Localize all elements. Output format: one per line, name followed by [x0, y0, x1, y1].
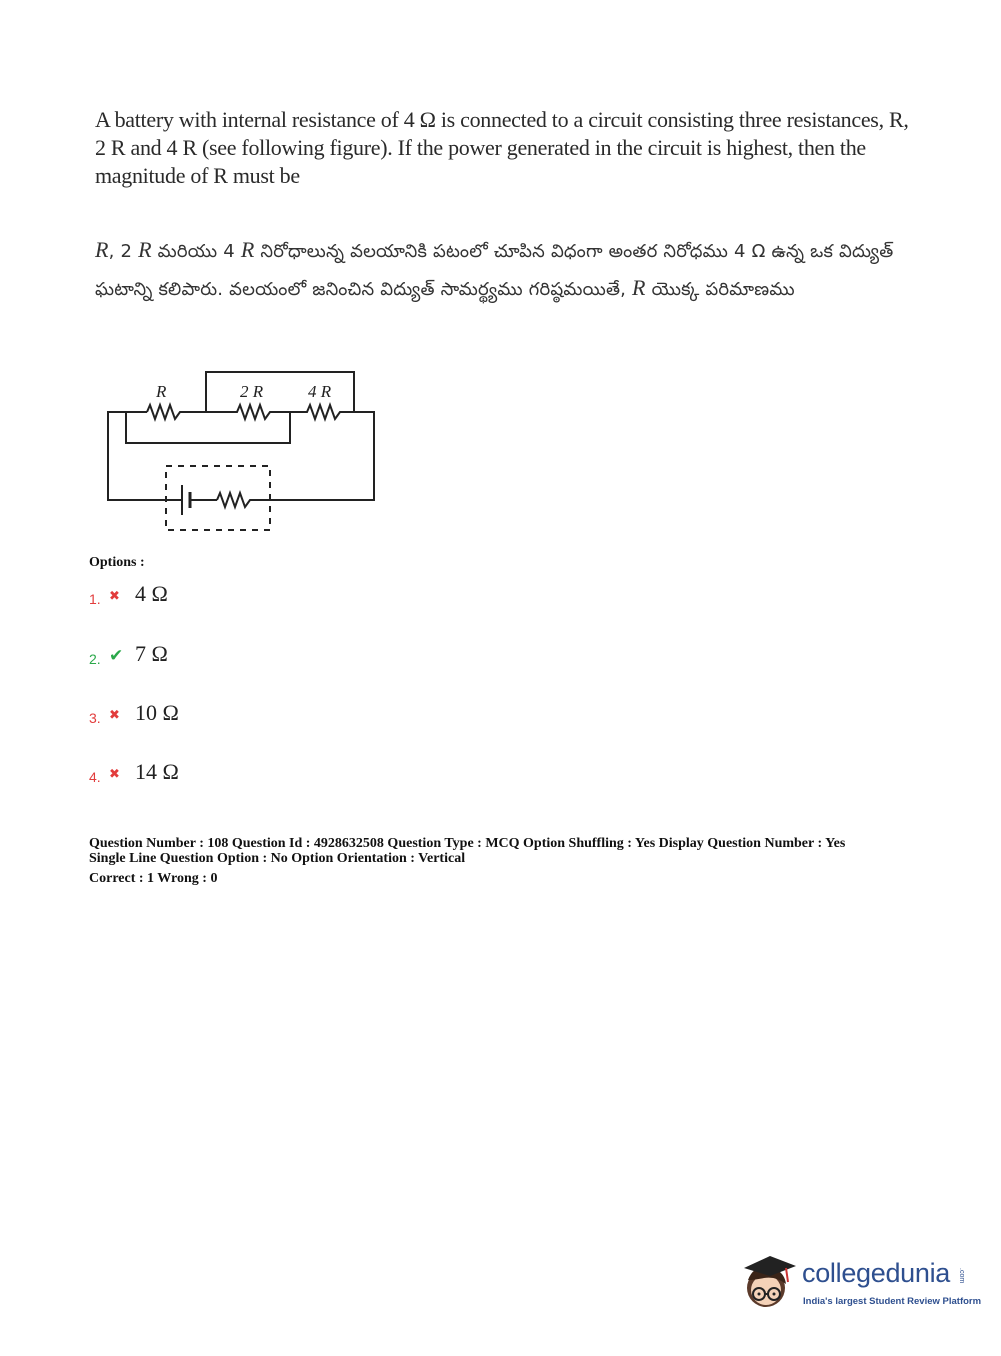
question-meta: [89, 836, 845, 886]
label-r: R: [156, 382, 167, 401]
meta-line-1: Question Number : 108 Question Id : 4928632508 Question Type : MCQ Option Shuffling : Yes Display Question Number : Yes: [89, 836, 846, 851]
option-number: 4.: [89, 769, 101, 785]
option-text: 7 Ω: [135, 641, 168, 666]
mascot-icon: [740, 1250, 800, 1314]
option-number: 1.: [89, 591, 101, 607]
var-r: R: [632, 275, 646, 300]
meta-line-3: Correct : 1 Wrong : 0: [89, 871, 218, 886]
label-2r: 2 R: [240, 382, 264, 401]
option-text: 14 Ω: [135, 759, 179, 784]
var-r: R: [240, 237, 255, 262]
logo-com: .com: [958, 1268, 965, 1284]
wrong-icon: ✖: [109, 589, 120, 604]
collegedunia-logo[interactable]: [740, 1250, 982, 1318]
question-text-english: A battery with internal resistance of 4 Ω is connected to a circuit consisting three resistances, R, 2 R and 4 R (see following figure). If the power generated in the circuit is highest, then the magnitude of R must be: [95, 107, 909, 188]
option-text: 4 Ω: [135, 581, 168, 606]
label-4r: 4 R: [308, 382, 332, 401]
logo-tagline: India's largest Student Review Platform: [803, 1296, 982, 1307]
var-r: R: [138, 237, 152, 262]
option-number: 3.: [89, 710, 101, 726]
telugu-part: నిరోధాలున్న వలయానికి పటంలో చూపిన విధంగా అంతర నిరోధము 4 Ω ఉన్న ఒక విద్యుత్ ఘటాన్ని కలిపారు. వలయంలో జనించిన విద్యుత్ సామర్థ్యము గరిష్ఠమయితే,: [95, 241, 894, 300]
wrong-icon: ✖: [109, 767, 120, 782]
var-r: R: [95, 237, 109, 262]
question-text-telugu: [95, 232, 910, 308]
telugu-part: మరియు 4: [151, 241, 241, 262]
check-icon: ✔: [109, 646, 124, 666]
wrong-icon: ✖: [109, 708, 120, 723]
logo-wordmark: collegedunia: [802, 1258, 951, 1288]
option-text: 10 Ω: [135, 700, 179, 725]
telugu-part: యొక్క పరిమాణము: [645, 279, 795, 300]
options-label: Options :: [89, 555, 145, 570]
meta-line-2: Single Line Question Option : No Option Orientation : Vertical: [89, 851, 466, 866]
telugu-part: , 2: [108, 241, 139, 262]
option-number: 2.: [89, 651, 101, 667]
circuit-diagram: [100, 365, 385, 537]
